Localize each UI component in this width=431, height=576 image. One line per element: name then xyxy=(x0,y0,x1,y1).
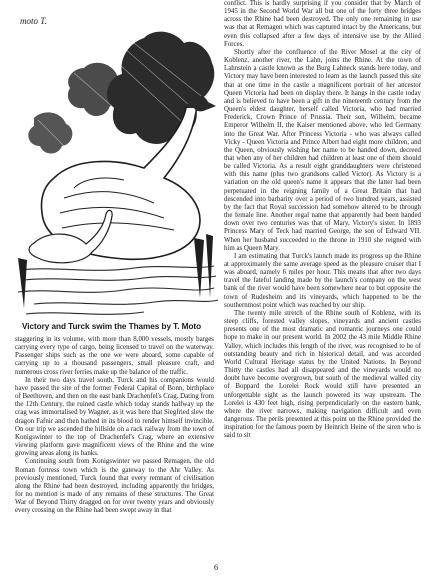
paragraph: The twenty mile stretch of the Rhine south of Koblenz, with its steep cliffs, forested valley slopes, vineyards and ancient castles presents one of the most dramatic and romantic journeys one could hope to make in our present world. In 2002 the 43 mile Middle Rhine Valley, which includes this length of the river, was recognised to be of outstanding beauty and rich in historical detail, and was accorded World Cultural Heritage status by the United Nations. In Beyond Thirty the castles had all disappeared and the vineyards would no doubt have become overgrown, but south of the medieval walled city of Boppard the Lorelei Rock would still have presented an unforgettable sight as the launch powered its way upstream. The Lorelei is 430 feet high, rising perpendicularly on the eastern bank, where the river narrows, making navigation difficult and even dangerous. The perils presented at this point on the Rhine provided the inspiration for the famous poem by Heinrich Heine of the siren who is said to sit xyxy=(224,309,421,440)
swan-illustration xyxy=(14,8,219,320)
artist-signature: moto T. xyxy=(20,16,47,26)
left-text-column xyxy=(15,336,214,568)
paragraph: staggering in its volume, with more than 8,000 vessels, mostly barges carrying every type of cargo, being licensed to travel on the waterway. Passenger ships such as the one we were aboard, some capable of carrying up to a thousand passengers, small pleasure craft, and numerous cross river ferries make up the balance of the traffic. xyxy=(15,336,214,376)
page-number: 6 xyxy=(214,563,218,572)
paragraph: I am estimating that Turck's launch made its progress up the Rhine at approximately the same average speed as the pleasure cruiser that I was aboard, namely 6 miles per hour. This means that after two days travel the fateful landing made by the launch's company on the west bank of the river would have been somewhere near to but opposite the town of Rudesheim and its vineyards, which happened to be the southernmost point which was reached by our ship. xyxy=(224,252,421,309)
paragraph: In their two days travel south, Turck and his companions would have passed the site of the former Federal Capital of Bonn, birthplace of Beethoven, and then on the east bank Drachenfel's Crag. Dating from the 12th Century, the ruined castle which today stands halfway up the crag was immortalised by Wagner, as it was here that Siegfried slew the dragon Fafnir and then bathed in its blood to render himself invincible. On our trip we ascended the hillside on a rack railway from the town of Konigswinter to the top of Drachenfel's Crag, where an extensive viewing platform gave magnificent views of the Rhine and the wine growing areas along its banks. xyxy=(15,376,214,458)
paragraph: Continuing south from Konigswinter we passed Remagen, the old Roman fortress town which is the gateway to the Ahr Valley. As previously mentioned, Turck found that every remnant of civilisation along the Rhine had been destroyed, including apparently the bridges, for no mention is made of any remains of these structures. The Great War of Beyond Thirty dragged on for over twenty years and obviously every crossing on the Rhine had been swept away in that xyxy=(15,458,214,515)
paragraph: conflict. This is hardly surprising if you consider that by March of 1945 in the Second World War all but one of the forty three bridges across the Rhine had been destroyed. The only one remaining in use was that at Remagen which was captured intact by the Americans, but even this collapsed after a few days of intensive use by the Allied Forces. xyxy=(224,0,421,48)
paragraph: Shortly after the confluence of the River Mosel at the city of Koblenz, another river, the Lahn, joins the Rhine. At the town of Lahnstein a castle known as the Burg Lahneck stands here today, and Victory may have been interested to learn as the launch passed this site that at one time in the castle a magnificent portrait of her ancestor Queen Victoria had been on display there. It hangs in the castle today and is believed to have been a gift in the nineteenth century from the Queen's eldest daughter, herself called Victoria, who had married Frederick, Crown Prince of Prussia. Their son, Wilhelm, became Emperor Wilhelm II, the Kaiser mentioned above, who led Germany into the Great War. After Princess Victoria - who was always called Vicky - Queen Victoria and Prince Albert had eight more children, and the Queen, obviously wishing her name to be handed down, decreed that when any of her children had children at least one of them should be called Victoria. As a result eight granddaughters were christened with this name (plus two grandsons called Victor). As Victory is a variation on the old queen's name it appears that the latter had been perpetuated in the reigning family of a Great Britain that had descended into barbarity over a period of two hundred years, assisted by the fact that Royal succession had somehow altered to be through the female line. Another regal name that apparently had been handed down over two centuries was that of Mary, Victory's sister. In 1893 Princess Mary of Teck had married George, the son of Edward VII. When her husband succeeded to the throne in 1910 she reigned with him as Queen Mary. xyxy=(224,48,421,252)
right-text-column xyxy=(224,0,421,562)
swan-drawing-icon xyxy=(14,8,219,320)
illustration-caption: Victory and Turck swim the Thames by T. Moto xyxy=(22,322,202,331)
